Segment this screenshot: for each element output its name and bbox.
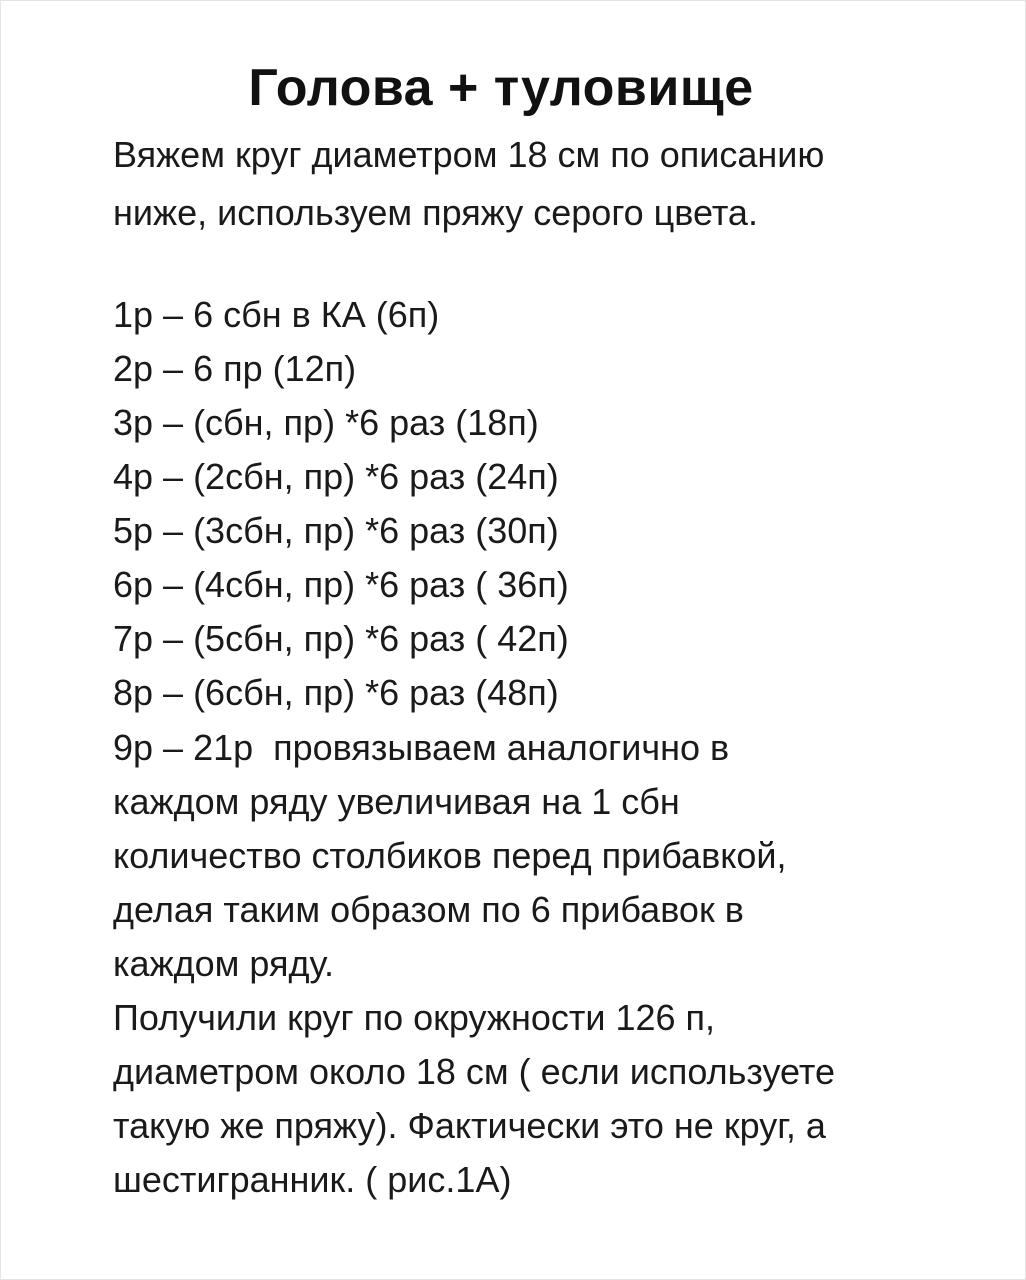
row-instruction: 5р – (3сбн, пр) *6 раз (30п) — [113, 510, 559, 551]
intro-line: Вяжем круг диаметром 18 см по описанию — [113, 134, 825, 175]
row-instruction: 1р – 6 сбн в КА (6п) — [113, 294, 440, 335]
note-line: Получили круг по окружности 126 п, — [113, 997, 716, 1038]
note-line: шестигранник. ( рис.1А) — [113, 1159, 512, 1200]
row-instructions-list — [113, 288, 993, 720]
note-line: количество столбиков перед прибавкой, — [113, 835, 787, 876]
continuation-paragraph — [113, 721, 973, 1207]
row-instruction: 3р – (сбн, пр) *6 раз (18п) — [113, 402, 539, 443]
intro-line: ниже, используем пряжу серого цвета. — [113, 192, 758, 233]
note-line: каждом ряду увеличивая на 1 сбн — [113, 781, 680, 822]
row-instruction: 2р – 6 пр (12п) — [113, 348, 357, 389]
intro-paragraph — [113, 126, 993, 242]
row-instruction: 4р – (2сбн, пр) *6 раз (24п) — [113, 456, 559, 497]
row-instruction: 7р – (5сбн, пр) *6 раз ( 42п) — [113, 618, 569, 659]
note-line: диаметром около 18 см ( если используете — [113, 1051, 835, 1092]
note-line: делая таким образом по 6 прибавок в — [113, 889, 744, 930]
note-line: такую же пряжу). Фактически это не круг, а — [113, 1105, 826, 1146]
page-title: Голова + туловище — [248, 59, 754, 117]
row-instruction: 6р – (4сбн, пр) *6 раз ( 36п) — [113, 564, 569, 605]
note-line: 9р – 21р провязываем аналогично в — [113, 727, 730, 768]
note-line: каждом ряду. — [113, 943, 334, 984]
row-instruction: 8р – (6сбн, пр) *6 раз (48п) — [113, 672, 559, 713]
